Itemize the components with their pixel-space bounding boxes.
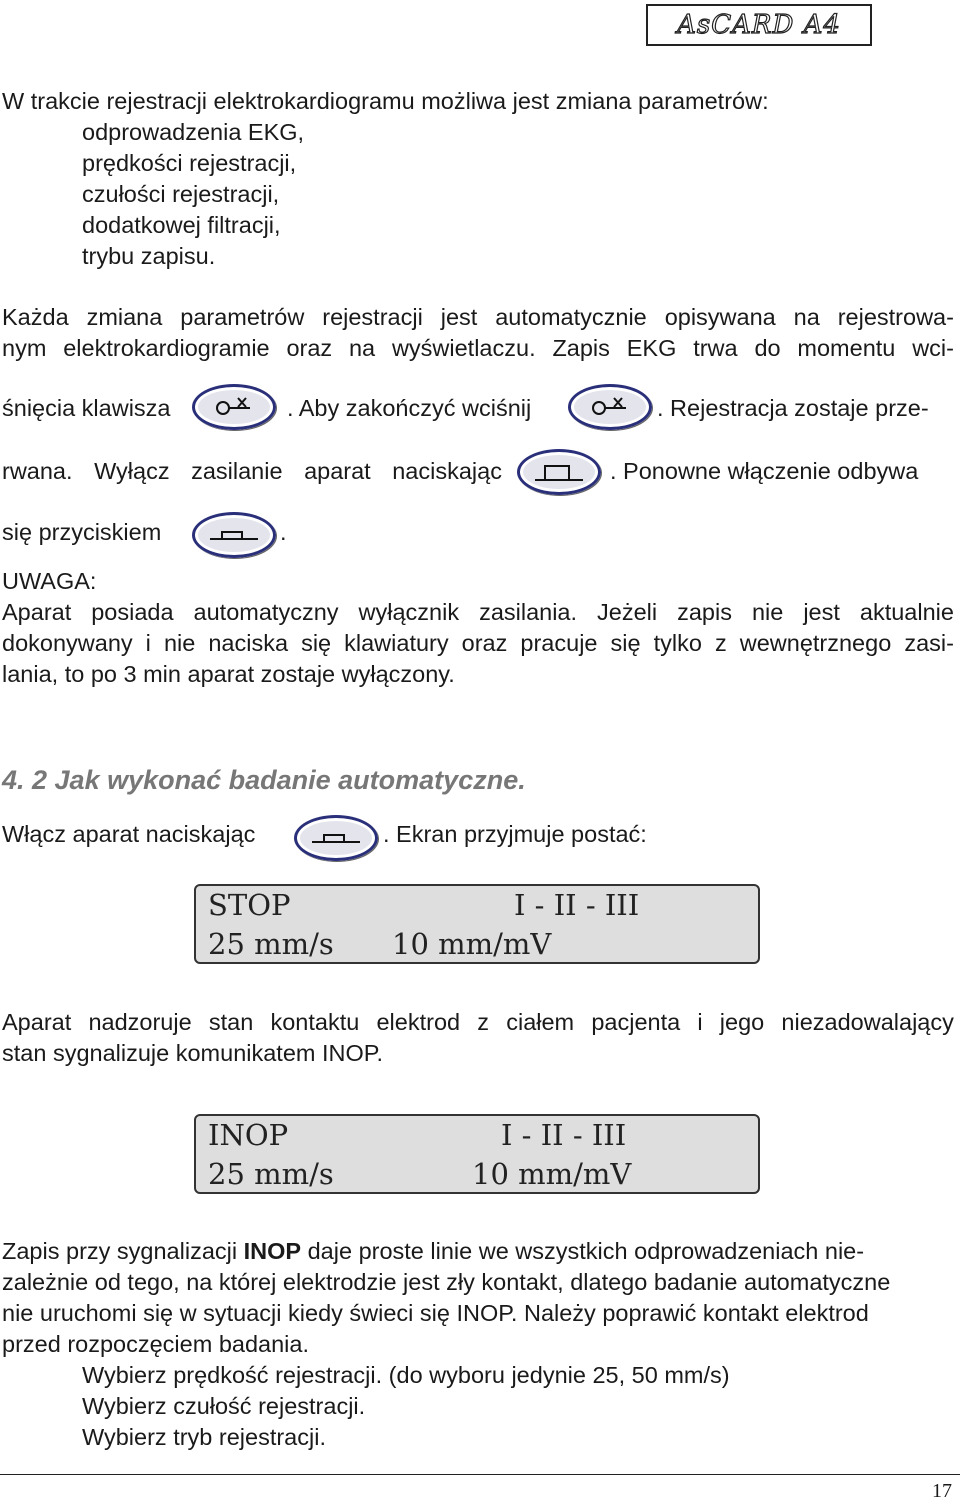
para2-line4a — [2, 456, 502, 487]
para2-line5b: . — [280, 519, 287, 545]
para4-item: Wybierz czułość rejestracji. — [82, 1393, 366, 1419]
para4-line1 — [2, 1236, 864, 1267]
word: się — [610, 630, 641, 656]
word: naciskając — [392, 458, 502, 484]
word: EKG — [626, 335, 677, 361]
word: opisywana — [664, 304, 776, 330]
lcd-sensitivity: 10 mm/mV — [392, 927, 552, 961]
lcd-display — [194, 884, 760, 964]
para2-line3a: śnięcia klawisza — [2, 395, 171, 421]
power-key-icon[interactable] — [192, 512, 276, 558]
para4-item: Wybierz prędkość rejestracji. (do wyboru jedynie 25, 50 mm/s) — [82, 1362, 730, 1388]
intro-item: czułości rejestracji, — [82, 181, 280, 207]
section-heading: 4. 2 Jak wykonać badanie automatyczne. — [2, 765, 526, 795]
word: aktualnie — [859, 599, 954, 625]
word: z — [714, 630, 727, 656]
word: naciska — [208, 630, 289, 656]
word: wyświetlaczu. — [391, 335, 536, 361]
word: jego — [719, 1009, 765, 1035]
word: tylko — [653, 630, 702, 656]
word: trwa — [693, 335, 738, 361]
word: do — [754, 335, 781, 361]
word: rejestrowa- — [837, 304, 954, 330]
word: i — [697, 1009, 703, 1035]
word: na — [793, 304, 820, 330]
para4-line1a: Zapis przy sygnalizacji — [2, 1238, 244, 1264]
word: aparat — [304, 458, 371, 484]
word: wyłącznik — [358, 599, 460, 625]
word: jest — [440, 304, 478, 330]
record-key-icon[interactable] — [192, 384, 276, 430]
power-key-icon[interactable] — [294, 815, 378, 861]
word: z — [477, 1009, 490, 1035]
header-logo: AsCARD A4 — [677, 10, 841, 40]
lcd-speed: 25 mm/s — [208, 1157, 334, 1191]
power-key-icon[interactable] — [517, 449, 601, 495]
lcd-status: INOP — [208, 1118, 289, 1152]
para2-line4b: . Ponowne włączenie odbywa — [610, 458, 919, 484]
note-line3: lania, to po 3 min aparat zostaje wyłączony. — [2, 661, 455, 687]
para4-line4: przed rozpoczęciem badania. — [2, 1331, 309, 1357]
word: Jeżeli — [597, 599, 658, 625]
para2-line2 — [2, 333, 954, 364]
word: niezadowalający — [781, 1009, 954, 1035]
para3-line2: stan sygnalizuje komunikatem INOP. — [2, 1040, 383, 1066]
word: parametrów — [180, 304, 305, 330]
word: zasilania. — [479, 599, 578, 625]
word: pacjenta — [591, 1009, 681, 1035]
word: klawiatury — [344, 630, 449, 656]
word: nym — [2, 335, 47, 361]
word: Aparat — [2, 1009, 72, 1035]
para4-line2: zależnie od tego, na której elektrodzie jest zły kontakt, dlatego badanie automatyczne — [2, 1269, 891, 1295]
word: wci- — [912, 335, 954, 361]
note-line1 — [2, 597, 954, 628]
header-logo-box — [646, 4, 872, 46]
word: ciałem — [506, 1009, 575, 1035]
section-line1a: Włącz aparat naciskając — [2, 821, 256, 847]
intro-item: prędkości rejestracji, — [82, 150, 297, 176]
para2-line1 — [2, 302, 954, 333]
word: nadzoruje — [88, 1009, 192, 1035]
para4-inop: INOP — [243, 1238, 302, 1264]
intro-item: trybu zapisu. — [82, 243, 216, 269]
word: pracuje — [520, 630, 598, 656]
word: Zapis — [552, 335, 610, 361]
word: stan — [208, 1009, 254, 1035]
para4-item: Wybierz tryb rejestracji. — [82, 1424, 326, 1450]
word: oraz — [461, 630, 508, 656]
word: nie — [163, 630, 196, 656]
word: elektrokardiogramie — [63, 335, 270, 361]
intro-line: W trakcie rejestracji elektrokardiogramu możliwa jest zmiana parametrów: — [2, 88, 769, 114]
record-key-icon[interactable] — [568, 384, 652, 430]
word: Wyłącz — [94, 458, 170, 484]
lcd-display — [194, 1114, 760, 1194]
section-line1b: . Ekran przyjmuje postać: — [383, 821, 647, 847]
para2-line5a: się przyciskiem — [2, 519, 162, 545]
intro-item: dodatkowej filtracji, — [82, 212, 281, 238]
word: momentu — [797, 335, 896, 361]
lcd-speed: 25 mm/s — [208, 927, 334, 961]
para2-line3b: . Aby zakończyć wciśnij — [287, 395, 532, 421]
word: zasi- — [904, 630, 954, 656]
word: Aparat — [2, 599, 72, 625]
word: Każda — [2, 304, 69, 330]
word: wewnętrznego — [739, 630, 892, 656]
word: kontaktu — [270, 1009, 360, 1035]
word: dokonywany — [2, 630, 133, 656]
page-number: 17 — [932, 1480, 952, 1502]
note-title: UWAGA: — [2, 568, 97, 594]
para2-line3c: . Rejestracja zostaje prze- — [657, 395, 929, 421]
word: się — [301, 630, 332, 656]
lcd-leads: I - II - III — [514, 888, 640, 922]
word: automatyczny — [193, 599, 339, 625]
word: oraz — [286, 335, 333, 361]
word: i — [145, 630, 151, 656]
lcd-sensitivity: 10 mm/mV — [472, 1157, 632, 1191]
word: zapis — [677, 599, 732, 625]
word: nie — [751, 599, 784, 625]
word: automatycznie — [495, 304, 647, 330]
note-line2 — [2, 628, 954, 659]
word: rejestracji — [322, 304, 423, 330]
para3-line1 — [2, 1007, 954, 1038]
word: zasilanie — [191, 458, 283, 484]
para4-line3: nie uruchomi się w sytuacji kiedy świeci się INOP. Należy poprawić kontakt elektrod — [2, 1300, 869, 1326]
word: zmiana — [86, 304, 163, 330]
footer-rule — [0, 1474, 960, 1475]
lcd-status: STOP — [208, 888, 291, 922]
para4-line1c: daje proste linie we wszystkich odprowadzeniach nie- — [301, 1238, 865, 1264]
intro-item: odprowadzenia EKG, — [82, 119, 305, 145]
word: rwana. — [2, 458, 73, 484]
word: na — [348, 335, 376, 361]
word: posiada — [91, 599, 174, 625]
word: jest — [803, 599, 840, 625]
lcd-leads: I - II - III — [501, 1118, 627, 1152]
word: elektrod — [376, 1009, 461, 1035]
